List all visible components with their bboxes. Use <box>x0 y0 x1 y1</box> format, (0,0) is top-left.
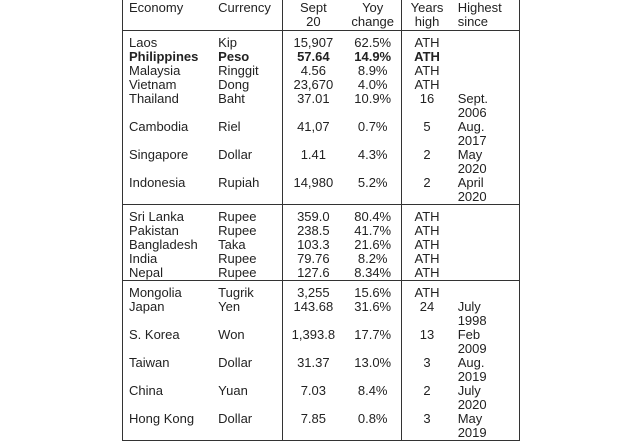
cell-years-high: 2 <box>402 384 452 412</box>
cell-sept20: 79.76 <box>282 252 344 266</box>
cell-economy: Sri Lanka <box>129 209 184 224</box>
cell-currency: Ringgit <box>218 63 259 78</box>
cell-years-high: 2 <box>402 148 452 176</box>
cell-highest-since <box>452 356 520 384</box>
cell-highest-since <box>452 281 520 301</box>
table-row <box>123 120 520 148</box>
cell-sept20: 7.85 <box>282 412 344 441</box>
cell-years-high: 2 <box>402 176 452 205</box>
cell-highest-since <box>452 328 520 356</box>
cell-yoy: 31.6% <box>354 299 392 314</box>
cell-currency: Yuan <box>218 383 248 398</box>
cell-yoy: 41.7% <box>354 223 392 238</box>
cell-currency: Rupee <box>218 223 257 238</box>
table-row <box>123 252 520 266</box>
cell-highest-since <box>452 205 520 225</box>
cell-years-high: 16 <box>402 92 452 120</box>
cell-highest-since <box>452 120 520 148</box>
highest-since-text: May 2019 <box>457 411 487 440</box>
cell-yoy: 0.7% <box>357 119 388 134</box>
cell-years-high: ATH <box>402 281 452 301</box>
cell-years-high: 5 <box>402 120 452 148</box>
cell-economy: Malaysia <box>129 63 181 78</box>
table-row <box>123 31 520 51</box>
cell-currency: Dollar <box>218 147 253 162</box>
cell-economy: Japan <box>129 299 165 314</box>
cell-currency: Dollar <box>218 411 253 426</box>
table-row <box>123 328 520 356</box>
cell-economy: Indonesia <box>129 175 186 190</box>
cell-economy: Laos <box>129 35 158 50</box>
table-row <box>123 78 520 92</box>
cell-years-high: 3 <box>402 356 452 384</box>
cell-economy: Taiwan <box>129 355 170 370</box>
cell-economy: Pakistan <box>129 223 179 238</box>
cell-sept20: 1,393.8 <box>282 328 344 356</box>
cell-years-high: ATH <box>402 266 452 281</box>
cell-highest-since <box>452 78 520 92</box>
cell-years-high: 3 <box>402 412 452 441</box>
highest-since-text: May 2020 <box>457 147 487 176</box>
cell-economy: Singapore <box>129 147 189 162</box>
highest-since-text: Sept. 2006 <box>457 91 489 120</box>
cell-yoy: 0.8% <box>357 411 388 426</box>
table-row <box>123 64 520 78</box>
cell-economy: Nepal <box>129 265 163 280</box>
cell-yoy: 13.0% <box>354 355 392 370</box>
cell-currency: Rupee <box>218 209 257 224</box>
cell-sept20: 14,980 <box>282 176 344 205</box>
header-row <box>123 0 520 31</box>
cell-years-high: ATH <box>402 50 452 64</box>
cell-highest-since <box>452 252 520 266</box>
cell-yoy: 21.6% <box>354 237 392 252</box>
cell-currency: Rupee <box>218 265 257 280</box>
cell-sept20: 103.3 <box>282 238 344 252</box>
table-row <box>123 224 520 238</box>
cell-highest-since <box>452 64 520 78</box>
cell-currency: Tugrik <box>218 285 254 300</box>
cell-currency: Kip <box>218 35 237 50</box>
cell-highest-since <box>452 50 520 64</box>
cell-years-high: 24 <box>402 300 452 328</box>
cell-yoy: 62.5% <box>354 35 392 50</box>
header-yoy: Yoy change <box>351 0 395 29</box>
cell-sept20: 143.68 <box>282 300 344 328</box>
cell-currency: Dong <box>218 77 250 92</box>
cell-years-high: ATH <box>402 78 452 92</box>
table-row <box>123 148 520 176</box>
table-row <box>123 356 520 384</box>
cell-sept20: 23,670 <box>282 78 344 92</box>
cell-economy: Mongolia <box>129 285 182 300</box>
cell-currency: Rupiah <box>218 175 260 190</box>
header-sept20-text: Sept 20 <box>299 0 327 29</box>
cell-highest-since <box>452 412 520 441</box>
table-row <box>123 300 520 328</box>
header-highest-since <box>452 0 520 31</box>
cell-sept20: 41,07 <box>282 120 344 148</box>
cell-highest-since <box>452 266 520 281</box>
cell-economy: China <box>129 383 163 398</box>
highest-since-text: Aug. 2019 <box>457 355 487 384</box>
cell-economy: Thailand <box>129 91 179 106</box>
cell-yoy: 8.4% <box>357 383 388 398</box>
cell-sept20: 31.37 <box>282 356 344 384</box>
table-row <box>123 205 520 225</box>
cell-highest-since <box>452 31 520 51</box>
cell-years-high: ATH <box>402 252 452 266</box>
cell-yoy: 80.4% <box>354 209 392 224</box>
table-row <box>123 50 520 64</box>
cell-economy: Vietnam <box>129 77 177 92</box>
header-economy: Economy <box>129 0 184 15</box>
cell-yoy: 8.34% <box>354 265 392 280</box>
cell-economy: Hong Kong <box>129 411 195 426</box>
table-row <box>123 238 520 252</box>
cell-currency: Dollar <box>218 355 253 370</box>
cell-sept20: 37.01 <box>282 92 344 120</box>
cell-yoy: 15.6% <box>354 285 392 300</box>
cell-currency: Peso <box>218 49 250 64</box>
cell-sept20: 57.64 <box>282 50 344 64</box>
cell-currency: Taka <box>218 237 246 252</box>
cell-currency: Won <box>218 327 245 342</box>
cell-highest-since <box>452 238 520 252</box>
cell-sept20: 238.5 <box>282 224 344 238</box>
cell-highest-since <box>452 224 520 238</box>
table-row <box>123 412 520 441</box>
table-row <box>123 176 520 205</box>
cell-years-high: ATH <box>402 224 452 238</box>
cell-highest-since <box>452 176 520 205</box>
cell-economy: India <box>129 251 158 266</box>
cell-sept20: 127.6 <box>282 266 344 281</box>
table-row <box>123 281 520 301</box>
highest-since-text: July 2020 <box>457 383 487 412</box>
table-section <box>123 31 520 205</box>
cell-currency: Yen <box>218 299 241 314</box>
cell-yoy: 17.7% <box>354 327 392 342</box>
cell-yoy: 8.9% <box>357 63 388 78</box>
cell-economy: S. Korea <box>129 327 180 342</box>
highest-since-text: Feb 2009 <box>457 327 487 356</box>
cell-yoy: 4.3% <box>357 147 388 162</box>
cell-years-high: 13 <box>402 328 452 356</box>
cell-yoy: 4.0% <box>357 77 388 92</box>
cell-currency: Rupee <box>218 251 257 266</box>
header-highest-since-text: Highest since <box>457 0 502 29</box>
cell-highest-since <box>452 148 520 176</box>
highest-since-text: Aug. 2017 <box>457 119 487 148</box>
cell-sept20: 1.41 <box>282 148 344 176</box>
cell-currency: Riel <box>218 119 241 134</box>
table-row <box>123 266 520 281</box>
currency-table <box>122 0 520 441</box>
cell-years-high: ATH <box>402 205 452 225</box>
cell-yoy: 8.2% <box>357 251 388 266</box>
cell-yoy: 10.9% <box>354 91 392 106</box>
cell-economy: Cambodia <box>129 119 189 134</box>
cell-sept20: 15,907 <box>282 31 344 51</box>
cell-highest-since <box>452 384 520 412</box>
cell-yoy: 5.2% <box>357 175 388 190</box>
header-currency: Currency <box>218 0 271 15</box>
table-row <box>123 384 520 412</box>
cell-sept20: 4.56 <box>282 64 344 78</box>
cell-sept20: 3,255 <box>282 281 344 301</box>
table-section <box>123 205 520 281</box>
cell-years-high: ATH <box>402 238 452 252</box>
header-sept20 <box>282 0 344 31</box>
header-years-high: Years high <box>402 0 452 31</box>
cell-yoy: 14.9% <box>354 49 392 64</box>
cell-highest-since <box>452 300 520 328</box>
cell-sept20: 359.0 <box>282 205 344 225</box>
table-row <box>123 92 520 120</box>
cell-currency: Baht <box>218 91 245 106</box>
table-section <box>123 281 520 441</box>
highest-since-text: April 2020 <box>457 175 487 204</box>
cell-highest-since <box>452 92 520 120</box>
cell-economy: Philippines <box>129 49 199 64</box>
cell-years-high: ATH <box>402 64 452 78</box>
cell-economy: Bangladesh <box>129 237 198 252</box>
highest-since-text: July 1998 <box>457 299 487 328</box>
cell-years-high: ATH <box>402 31 452 51</box>
cell-sept20: 7.03 <box>282 384 344 412</box>
